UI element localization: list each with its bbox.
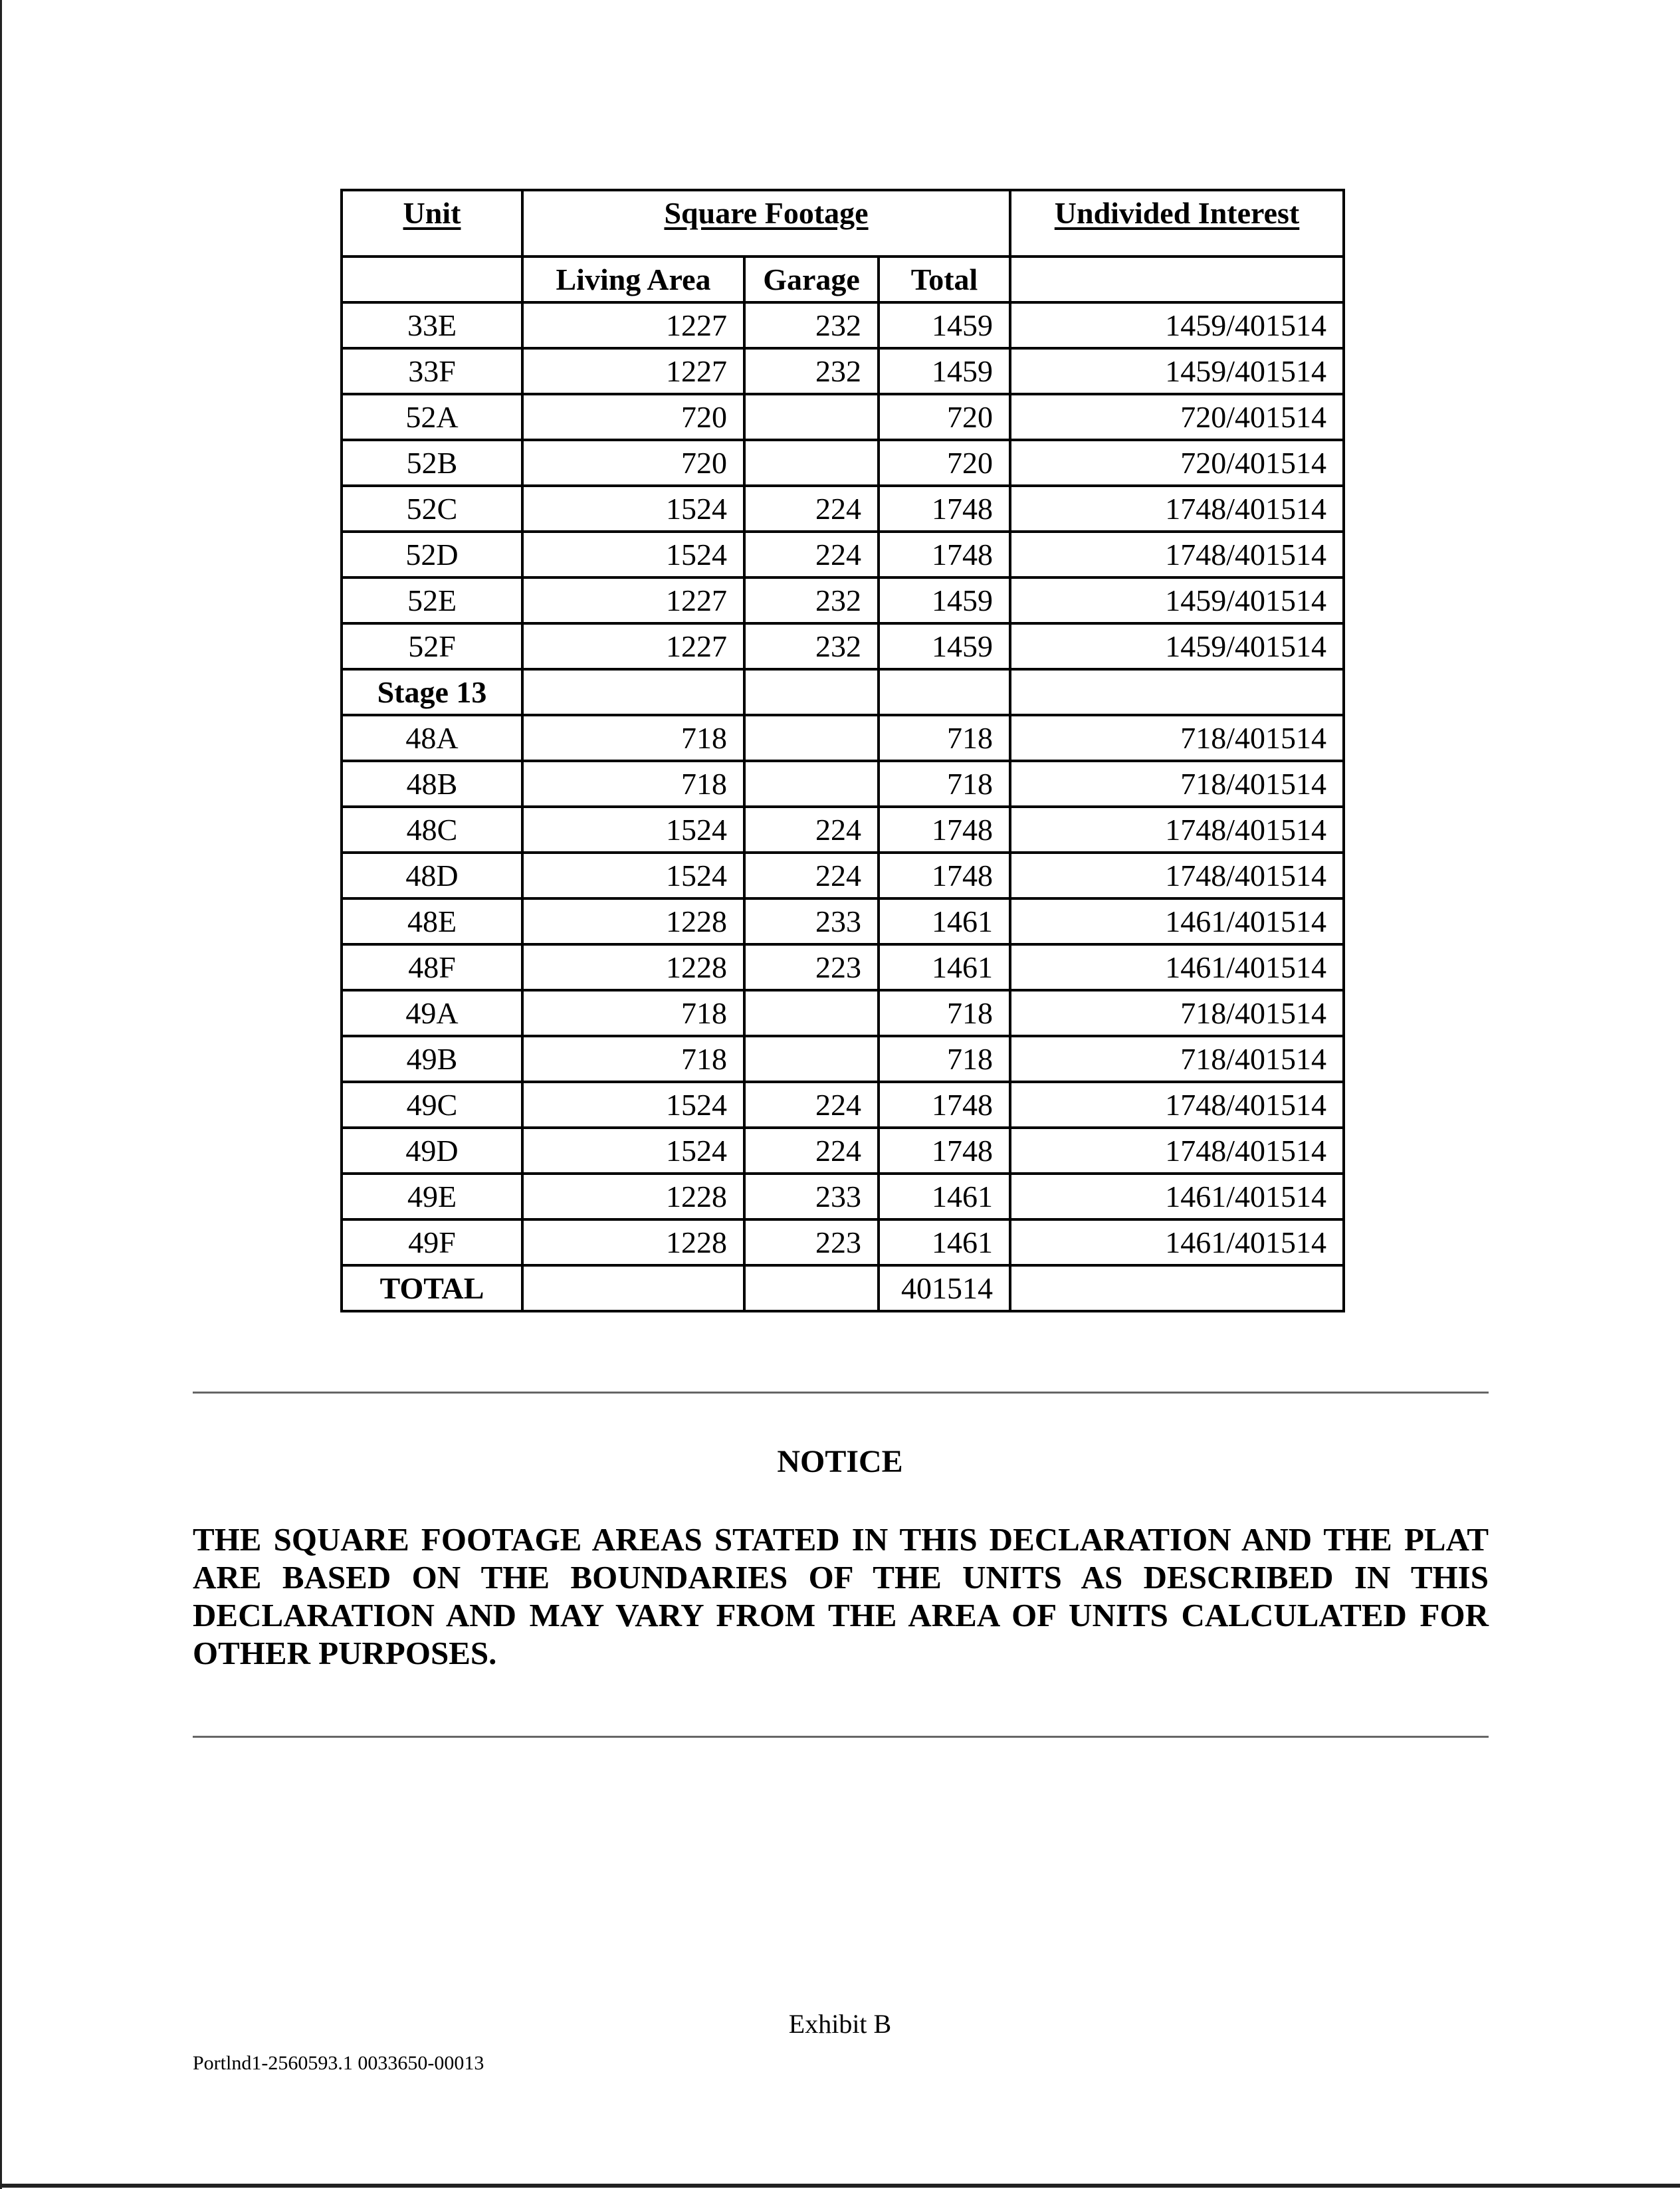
table-row [342,944,1344,990]
table-row [342,1219,1344,1265]
divider-top [193,1392,1489,1394]
undivided-interest-cell: 718/401514 [1010,715,1344,761]
total-cell: 718 [879,761,1010,807]
garage-cell: 233 [744,1174,879,1219]
living-area-cell: 1524 [522,807,744,853]
total-cell: 1461 [879,1174,1010,1219]
total-cell: 720 [879,440,1010,486]
garage-cell: 223 [744,1219,879,1265]
undivided-interest-cell: 1748/401514 [1010,1082,1344,1128]
unit-cell: 33E [342,302,522,348]
undivided-interest-cell: 718/401514 [1010,1036,1344,1082]
table-row [342,623,1344,669]
unit-cell: 49C [342,1082,522,1128]
undivided-interest-cell: 1459/401514 [1010,577,1344,623]
undivided-interest-cell: 1461/401514 [1010,898,1344,944]
total-cell: 1748 [879,1082,1010,1128]
undivided-interest-cell: 1748/401514 [1010,853,1344,898]
grand-total-cell: 401514 [879,1265,1010,1311]
total-cell: 1748 [879,532,1010,577]
table-row [342,1174,1344,1219]
garage-cell [744,440,879,486]
undivided-interest-cell: 1748/401514 [1010,807,1344,853]
living-area-cell: 718 [522,761,744,807]
living-area-cell: 1227 [522,348,744,394]
living-area-cell: 1228 [522,944,744,990]
table-row [342,577,1344,623]
unit-cell: 48E [342,898,522,944]
table-row [342,532,1344,577]
notice-title: NOTICE [777,1444,903,1479]
total-label: TOTAL [342,1265,522,1311]
living-area-cell: 1228 [522,1174,744,1219]
stage-label: Stage 13 [342,669,522,715]
table-row [342,1036,1344,1082]
table-row [342,1082,1344,1128]
undivided-interest-header: Undivided Interest [1010,190,1344,257]
garage-cell [744,715,879,761]
total-row [342,1265,1344,1311]
unit-cell: 49D [342,1128,522,1174]
living-area-cell: 1228 [522,1219,744,1265]
blank-subheader-cell [342,257,522,302]
unit-cell: 48F [342,944,522,990]
total-cell: 1748 [879,807,1010,853]
blank-cell [744,1265,879,1311]
living-area-cell: 1227 [522,623,744,669]
living-area-cell: 1228 [522,898,744,944]
unit-cell: 48B [342,761,522,807]
table-row [342,807,1344,853]
undivided-interest-cell: 720/401514 [1010,394,1344,440]
exhibit-label: Exhibit B [788,2009,892,2039]
total-cell: 1461 [879,898,1010,944]
unit-cell: 48A [342,715,522,761]
blank-subheader-cell [1010,257,1344,302]
garage-cell: 232 [744,623,879,669]
living-area-cell: 1524 [522,1128,744,1174]
undivided-interest-cell: 1459/401514 [1010,302,1344,348]
garage-cell [744,669,879,715]
undivided-interest-cell: 1748/401514 [1010,1128,1344,1174]
living-area-cell: 1524 [522,853,744,898]
document-id: Portlnd1-2560593.1 0033650-00013 [193,2052,484,2074]
table-row [342,486,1344,532]
table-row [342,440,1344,486]
undivided-interest-cell: 1459/401514 [1010,348,1344,394]
unit-cell: 48D [342,853,522,898]
undivided-interest-cell: 1461/401514 [1010,944,1344,990]
table-row [342,348,1344,394]
garage-cell: 223 [744,944,879,990]
living-area-cell: 1524 [522,486,744,532]
table-row [342,669,1344,715]
undivided-interest-cell: 1748/401514 [1010,486,1344,532]
garage-cell: 224 [744,486,879,532]
unit-header: Unit [342,190,522,257]
undivided-interest-cell: 718/401514 [1010,761,1344,807]
living-area-cell: 1524 [522,1082,744,1128]
total-cell: 1459 [879,577,1010,623]
undivided-interest-cell: 1748/401514 [1010,532,1344,577]
total-cell: 1461 [879,944,1010,990]
table-row [342,853,1344,898]
total-cell: 1459 [879,623,1010,669]
garage-cell: 232 [744,302,879,348]
living-area-cell: 718 [522,1036,744,1082]
garage-cell: 232 [744,348,879,394]
table-header-row [342,190,1344,257]
total-cell: 718 [879,990,1010,1036]
blank-cell [522,1265,744,1311]
living-area-cell: 718 [522,990,744,1036]
page-left-edge [0,0,2,2189]
garage-cell: 233 [744,898,879,944]
undivided-interest-cell [1010,669,1344,715]
square-footage-header: Square Footage [522,190,1010,257]
garage-cell [744,761,879,807]
garage-cell: 224 [744,532,879,577]
unit-cell: 52A [342,394,522,440]
total-cell [879,669,1010,715]
garage-cell: 232 [744,577,879,623]
undivided-interest-cell: 720/401514 [1010,440,1344,486]
garage-cell: 224 [744,807,879,853]
table-row [342,1128,1344,1174]
living-area-cell: 1227 [522,302,744,348]
living-area-cell: 1524 [522,532,744,577]
unit-cell: 49F [342,1219,522,1265]
total-cell: 720 [879,394,1010,440]
unit-cell: 48C [342,807,522,853]
unit-cell: 52E [342,577,522,623]
total-header: Total [879,257,1010,302]
blank-cell [1010,1265,1344,1311]
garage-cell: 224 [744,1128,879,1174]
undivided-interest-cell: 718/401514 [1010,990,1344,1036]
unit-cell: 52D [342,532,522,577]
table-row [342,898,1344,944]
undivided-interest-cell: 1461/401514 [1010,1219,1344,1265]
undivided-interest-cell: 1459/401514 [1010,623,1344,669]
unit-cell: 49E [342,1174,522,1219]
undivided-interest-cell: 1461/401514 [1010,1174,1344,1219]
garage-header: Garage [744,257,879,302]
unit-cell: 49B [342,1036,522,1082]
table-row [342,302,1344,348]
unit-cell: 52F [342,623,522,669]
square-footage-table [340,189,1345,1312]
total-cell: 718 [879,715,1010,761]
total-cell: 1748 [879,853,1010,898]
living-area-cell: 720 [522,394,744,440]
table-row [342,394,1344,440]
table-row [342,715,1344,761]
garage-cell: 224 [744,1082,879,1128]
total-cell: 1459 [879,348,1010,394]
garage-cell: 224 [744,853,879,898]
total-cell: 1748 [879,486,1010,532]
unit-cell: 52C [342,486,522,532]
table-row [342,990,1344,1036]
total-cell: 1459 [879,302,1010,348]
unit-cell: 52B [342,440,522,486]
page-bottom-edge [0,2184,1680,2188]
total-cell: 1748 [879,1128,1010,1174]
garage-cell [744,990,879,1036]
garage-cell [744,1036,879,1082]
living-area-header: Living Area [522,257,744,302]
garage-cell [744,394,879,440]
unit-cell: 49A [342,990,522,1036]
unit-cell: 33F [342,348,522,394]
total-cell: 1461 [879,1219,1010,1265]
living-area-cell: 718 [522,715,744,761]
table-subheader-row [342,257,1344,302]
notice-text: THE SQUARE FOOTAGE AREAS STATED IN THIS DECLARATION AND THE PLAT ARE BASED ON THE BOUNDARIES OF THE UNITS AS DESCRIBED IN THIS DECLARATION AND MAY VARY FROM THE AREA OF UNITS CALCULATED FOR OTHER PURPOSES. [193,1521,1489,1671]
living-area-cell: 720 [522,440,744,486]
total-cell: 718 [879,1036,1010,1082]
living-area-cell [522,669,744,715]
divider-bottom [193,1736,1489,1738]
table-row [342,761,1344,807]
living-area-cell: 1227 [522,577,744,623]
